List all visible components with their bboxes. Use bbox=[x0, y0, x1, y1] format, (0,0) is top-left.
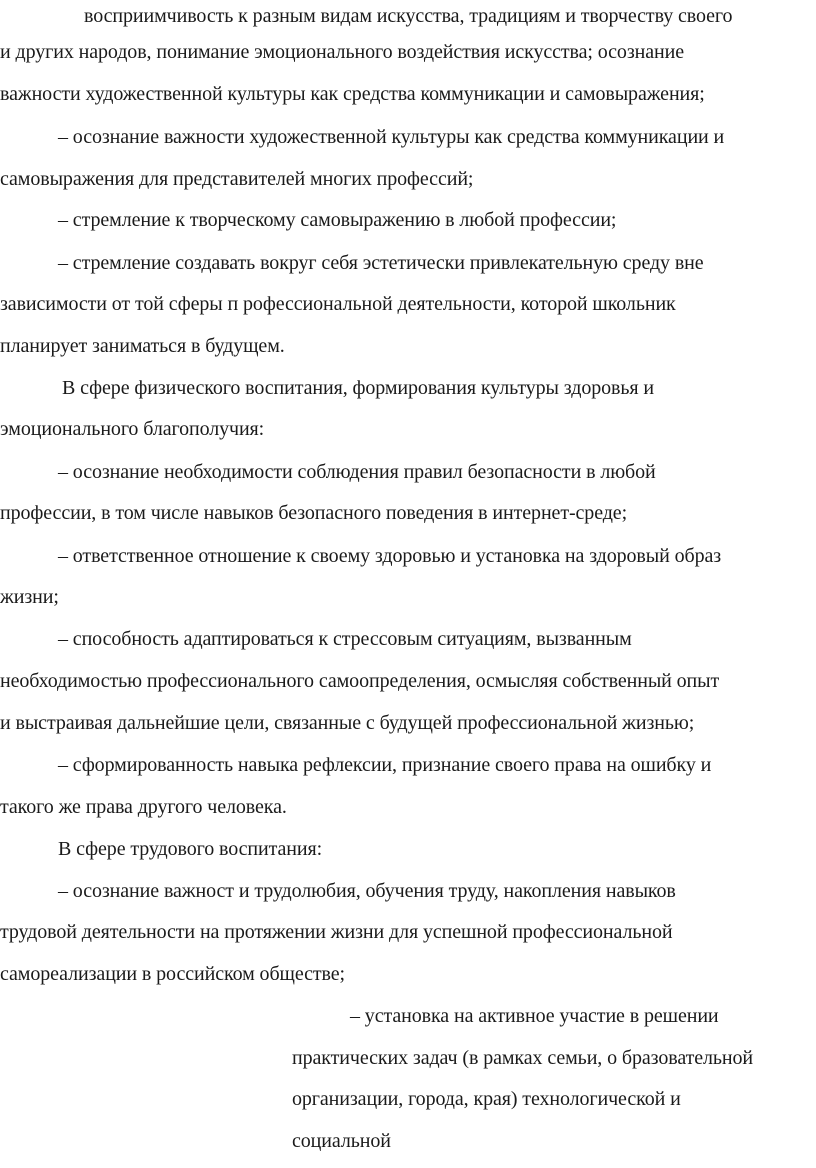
text-line: такого же права другого человека. bbox=[0, 796, 287, 818]
text-line: важности художественной культуры как средства коммуникации и самовыражения; bbox=[0, 83, 705, 105]
text-line: – ответственное отношение к своему здоровью и установка на здоровый образ bbox=[58, 545, 722, 567]
text-line: практических задач (в рамках семьи, о бразовательной bbox=[292, 1047, 754, 1069]
text-line: организации, города, края) технологической и bbox=[292, 1088, 681, 1110]
text-line: восприимчивость к разным видам искусства, традициям и творчеству своего bbox=[84, 5, 733, 27]
text-line: – сформированность навыка рефлексии, признание своего права на ошибку и bbox=[58, 754, 712, 776]
text-line: – осознание необходимости соблюдения правил безопасности в любой bbox=[58, 461, 656, 483]
text-line: эмоционального благополучия: bbox=[0, 418, 265, 440]
text-line: зависимости от той сферы п рофессиональной деятельности, которой школьник bbox=[0, 293, 676, 315]
text-line: самореализации в российском обществе; bbox=[0, 963, 345, 985]
text-line: – стремление к творческому самовыражению в любой профессии; bbox=[58, 209, 617, 231]
text-line: социальной bbox=[292, 1130, 391, 1152]
text-line: – осознание важности художественной культуры как средства коммуникации и bbox=[58, 126, 725, 148]
text-line: планирует заниматься в будущем. bbox=[0, 335, 285, 357]
text-line: необходимостью профессионального самоопределения, осмысляя собственный опыт bbox=[0, 670, 720, 692]
text-line: и выстраивая дальнейшие цели, связанные с будущей профессиональной жизнью; bbox=[0, 712, 695, 734]
text-line: профессии, в том числе навыков безопасного поведения в интернет-среде; bbox=[0, 502, 628, 524]
text-line: жизни; bbox=[0, 586, 59, 608]
text-line: – стремление создавать вокруг себя эстетически привлекательную среду вне bbox=[58, 252, 704, 274]
text-line: и других народов, понимание эмоционального воздействия искусства; осознание bbox=[0, 41, 684, 63]
text-line: В сфере трудового воспитания: bbox=[58, 838, 323, 860]
text-line: самовыражения для представителей многих профессий; bbox=[0, 168, 474, 190]
text-line: В сфере физического воспитания, формирования культуры здоровья и bbox=[62, 377, 654, 399]
text-line: – установка на активное участие в решении bbox=[350, 1005, 719, 1027]
text-line: – осознание важност и трудолюбия, обучения труду, накопления навыков bbox=[58, 880, 676, 902]
text-line: – способность адаптироваться к стрессовым ситуациям, вызванным bbox=[58, 628, 632, 650]
text-line: трудовой деятельности на протяжении жизни для успешной профессиональной bbox=[0, 921, 673, 943]
